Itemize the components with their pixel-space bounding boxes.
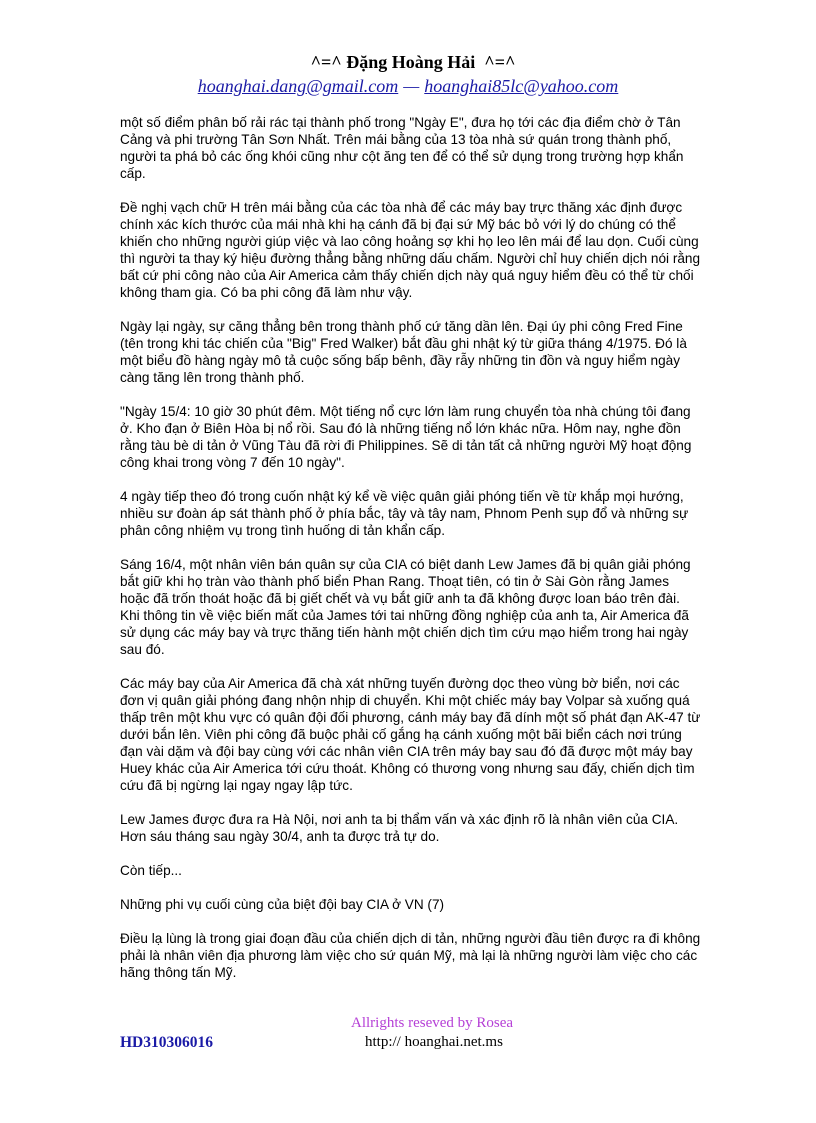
paragraph: Ngày lại ngày, sự căng thẳng bên trong thành phố cứ tăng dần lên. Đại úy phi công Fred Fine (tên trong khi tác chiến của "Big" Fred Walker) bắt đầu ghi nhật ký từ giữa tháng 4/1975. Đó là một biểu đồ hàng ngày mô tả cuộc sống bấp bênh, đầy rẫy những tin đồn và nguy hiểm ngày càng tăng lên trong thành phố.: [120, 319, 687, 385]
paragraph: 4 ngày tiếp theo đó trong cuốn nhật ký kể về việc quân giải phóng tiến về từ khắp mọi hướng, nhiều sư đoàn áp sát thành phố ở phía bắc, tây và tây nam, Phnom Penh sụp đổ và những sự phân công nhiệm vụ trong tình huống di tản khẩn cấp.: [120, 489, 689, 538]
document-code: HD310306016: [120, 1034, 213, 1051]
diary-quote: "Ngày 15/4: 10 giờ 30 phút đêm. Một tiếng nổ cực lớn làm rung chuyển tòa nhà chúng tôi đang ở. Kho đạn ở Biên Hòa bị nổ rồi. Sau đó là những tiếng nổ lớn khác nữa. Hôm nay, nghe đồn rằng tàu bè di tản ở Vũng Tàu đã rời đi Philippines. Sẽ di tản tất cả những người Mỹ hoạt động công khai trong vòng 7 đến 10 ngày".: [120, 404, 692, 470]
footer-rights: Allrights reseved by Rosea: [351, 1015, 514, 1031]
email-link-gmail[interactable]: hoanghai.dang@gmail.com: [197, 76, 399, 96]
email-separator: —: [403, 76, 420, 96]
paragraph: Sáng 16/4, một nhân viên bán quân sự của CIA có biệt danh Lew James đã bị quân giải phóng bắt giữ khi họ tràn vào thành phố biển Phan Rang. Thoạt tiên, có tin ở Sài Gòn rằng James hoặc đã trốn thoát hoặc đã bị giết chết và vụ bắt giữ anh ta đã không được loan báo trên đài. Khi thông tin về việc biến mất của James tới tai những đồng nghiệp của anh ta, Air America đã sử dụng các máy bay và trực thăng tiến hành một chiến dịch tìm cứu mạo hiểm trong hai ngày sau đó.: [120, 557, 691, 657]
paragraph: Lew James được đưa ra Hà Nội, nơi anh ta bị thẩm vấn và xác định rõ là nhân viên của CIA. Hơn sáu tháng sau ngày 30/4, anh ta được trả tự do.: [120, 812, 679, 844]
paragraph: Đề nghị vạch chữ H trên mái bằng của các tòa nhà để các máy bay trực thăng xác định được chính xác kích thước của mái nhà khi hạ cánh đã bị đại sứ Mỹ bác bỏ với lý do chúng có thể khiến cho những người giúp việc và lao công hoảng sợ khi họ leo lên mái để lau dọn. Cuối cùng thì người ta thay ký hiệu đường thẳng bằng những dấu chấm. Người chỉ huy chiến dịch nói rằng bất cứ phi công nào của Air America cảm thấy chiến dịch này quá nguy hiểm đều có thể từ chối không tham gia. Có ba phi công đã làm như vậy.: [120, 200, 701, 300]
author-title: ^=^ Đặng Hoàng Hải ^=^: [310, 52, 516, 72]
paragraph: Các máy bay của Air America đã chà xát những tuyến đường dọc theo vùng bờ biển, nơi các đơn vị quân giải phóng đang nhộn nhịp di chuyển. Khi một chiếc máy bay Volpar sà xuống quá thấp trên một khu vực có quân đội đối phương, cánh máy bay đã dính một số phát đạn AK-47 từ dưới bắn lên. Viên phi công đã buộc phải cố gắng hạ cánh xuống một bãi biển cách nơi trúng đạn vài dặm và đội bay cùng với các nhân viên CIA trên máy bay sau đó đã được một máy bay Huey khác của Air America tới cứu thoát. Không có thương vong nhưng sau đấy, chiến dịch tìm cứu đã bị ngừng lại ngay ngay lập tức.: [120, 676, 701, 793]
paragraph: một số điểm phân bố rải rác tại thành phố trong "Ngày E", đưa họ tới các địa điểm chờ ở Tân Cảng và phi trường Tân Sơn Nhất. Trên mái bằng của 13 tòa nhà sứ quán trong thành phố, người ta phá bỏ các ống khói cũng như cột ăng ten để có thể sử dụng trong trường hợp khẩn cấp.: [120, 115, 684, 181]
contact-links: [0, 75, 816, 97]
article-body: [120, 114, 702, 998]
paragraph: Điều lạ lùng là trong giai đoạn đầu của chiến dịch di tản, những người đầu tiên được ra đi không phải là nhân viên địa phương làm việc cho sứ quán Mỹ, mà lại là những người làm việc cho các hãng thông tấn Mỹ.: [120, 931, 701, 980]
footer-url: http:// hoanghai.net.ms: [365, 1034, 503, 1050]
email-link-yahoo[interactable]: hoanghai85lc@yahoo.com: [424, 76, 619, 96]
section-heading: Những phi vụ cuối cùng của biệt đội bay CIA ở VN (7): [120, 897, 445, 912]
page-header: [0, 50, 816, 97]
to-be-continued: Còn tiếp...: [120, 863, 182, 878]
